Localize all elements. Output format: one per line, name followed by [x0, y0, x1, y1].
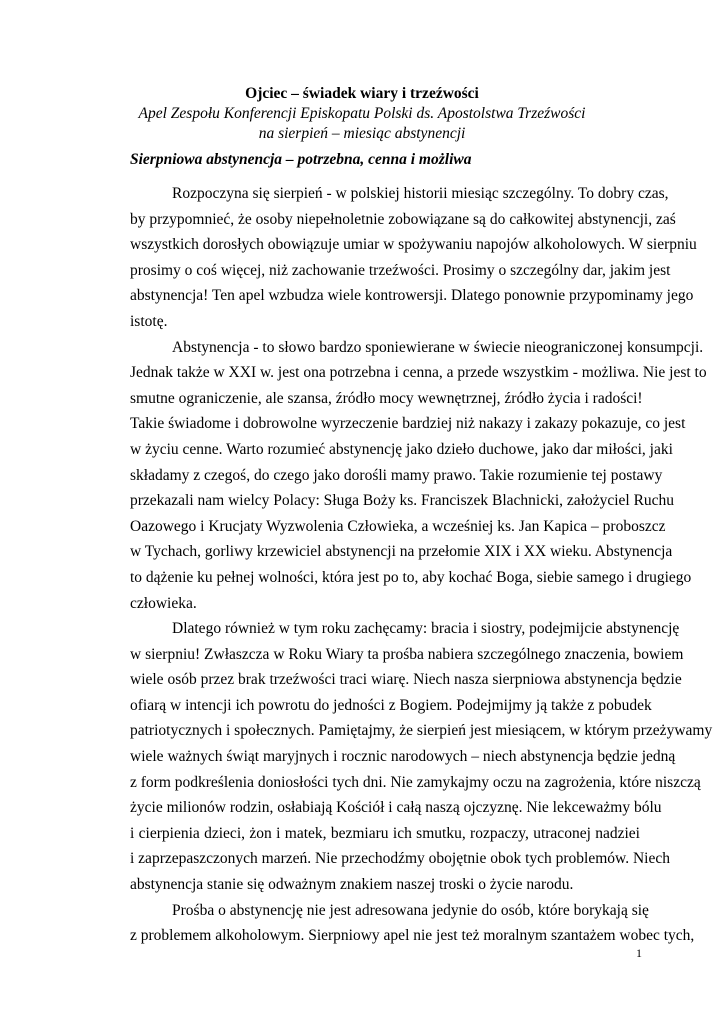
text-line: abstynencja stanie się odważnym znakiem naszej troski o życie narodu. [130, 876, 574, 894]
text-line: Prośba o abstynencję nie jest adresowana jedynie do osób, które borykają się [172, 901, 649, 919]
document-header [0, 84, 724, 144]
paragraph-2 [88, 335, 707, 617]
paragraph-4 [88, 898, 695, 949]
text-line: z form podkreślenia doniosłości tych dni. Nie zamykajmy oczu na zagrożenia, które niszczą [130, 773, 701, 791]
text-line: by przypomnieć, że osoby niepełnoletnie zobowiązane są do całkowitej abstynencji, zaś [130, 210, 676, 228]
body-text [88, 181, 713, 949]
text-line: ofiarą w intencji ich powrotu do jedności z Bogiem. Podejmijmy ją także z pobudek [130, 696, 652, 714]
text-line: wiele osób przez brak trzeźwości traci wiarę. Niech nasza sierpniowa abstynencja będzie [130, 671, 682, 689]
text-line: Dlatego również w tym roku zachęcamy: bracia i siostry, podejmijcie abstynencję [172, 620, 680, 638]
text-line: to dążenie ku pełnej wolności, która jest po to, aby kochać Boga, siebie samego i drugiego [130, 568, 692, 586]
document-title: Ojciec – świadek wiary i trzeźwości [245, 85, 479, 102]
text-line: abstynencja! Ten apel wzbudza wiele kontrowersji. Dlatego ponownie przypominamy jego [130, 287, 694, 305]
text-line: smutne ograniczenie, ale szansa, źródło mocy wewnętrznej, źródło życia i radości! [130, 389, 643, 407]
text-line: istotę. [130, 312, 168, 330]
document-subtitle-line-1: Apel Zespołu Konferencji Episkopatu Polski ds. Apostolstwa Trzeźwości [138, 105, 586, 122]
text-line: prosimy o coś więcej, niż zachowanie trzeźwości. Prosimy o szczególny dar, jakim jest [130, 261, 671, 279]
text-line: wiele ważnych świąt maryjnych i rocznic narodowych – niech abstynencja będzie jedną [130, 748, 676, 766]
text-line: człowieka. [130, 594, 197, 612]
text-line: Oazowego i Krucjaty Wyzwolenia Człowieka, a wcześniej ks. Jan Kapica – proboszcz [130, 517, 666, 535]
text-line: Takie świadome i dobrowolne wyrzeczenie bardziej niż nakazy i zakazy pokazuje, co jest [130, 415, 686, 433]
text-line: i cierpienia dzieci, żon i matek, bezmiaru ich smutku, rozpaczy, utraconej nadziei [130, 824, 640, 842]
text-line: Abstynencja - to słowo bardzo sponiewierane w świecie nieograniczonej konsumpcji. [172, 338, 704, 356]
paragraph-3 [88, 616, 713, 898]
section-heading: Sierpniowa abstynencja – potrzebna, cenna i możliwa [130, 151, 472, 168]
text-line: z problemem alkoholowym. Sierpniowy apel nie jest też moralnym szantażem wobec tych, [130, 927, 695, 945]
page-number: 1 [636, 946, 642, 960]
text-line: Rozpoczyna się sierpień - w polskiej historii miesiąc szczególny. To dobry czas, [172, 185, 669, 202]
document-subtitle-line-2: na sierpień – miesiąc abstynencji [258, 125, 466, 142]
text-line: w życiu cenne. Warto rozumieć abstynencję jako dzieło duchowe, jako dar miłości, jaki [130, 440, 673, 458]
text-line: patriotycznych i społecznych. Pamiętajmy, że sierpień jest miesiącem, w którym przeżywamy [130, 722, 713, 740]
text-line: przekazali nam wielcy Polacy: Sługa Boży ks. Franciszek Blachnicki, założyciel Ruchu [130, 492, 675, 510]
text-line: życie milionów rodzin, osłabiają Kościół i całą naszą ojczyznę. Nie lekceważmy bólu [130, 799, 662, 817]
paragraph-1 [88, 181, 697, 335]
text-line: i zaprzepaszczonych marzeń. Nie przechodźmy obojętnie obok tych problemów. Niech [130, 850, 670, 868]
text-line: Jednak także w XXI w. jest ona potrzebna i cenna, a przede wszystkim - możliwa. Nie jest to [130, 364, 707, 382]
text-line: w sierpniu! Zwłaszcza w Roku Wiary ta prośba nabiera szczególnego znaczenia, bowiem [130, 645, 684, 663]
text-line: składamy z czegoś, do czego jako dorośli mamy prawo. Takie rozumienie tej postawy [130, 466, 663, 484]
text-line: wszystkich dorosłych obowiązuje umiar w spożywaniu napojów alkoholowych. W sierpniu [130, 236, 697, 254]
text-line: w Tychach, gorliwy krzewiciel abstynencji na przełomie XIX i XX wieku. Abstynencja [130, 543, 673, 561]
